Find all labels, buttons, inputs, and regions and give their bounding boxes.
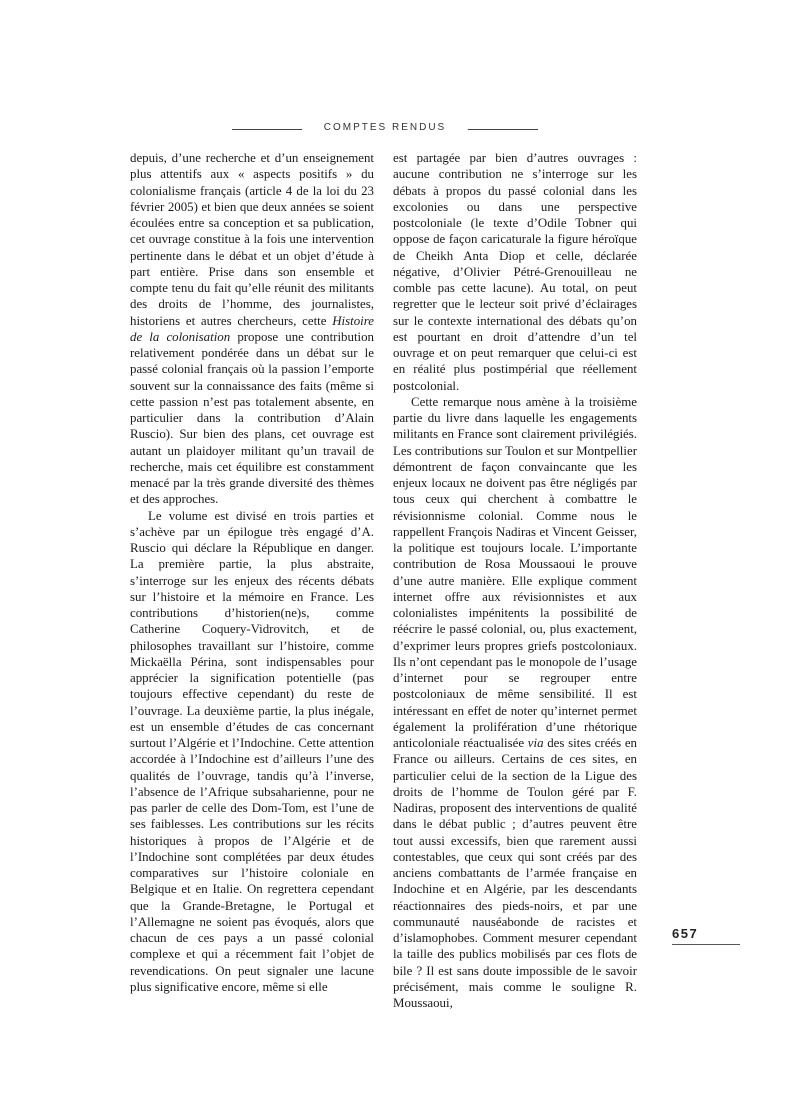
left-paragraph-2: Le volume est divisé en trois parties et s’achève par un épilogue très engagé d’A. Ruscio qui déclare la République en danger. La première partie, la plus abstraite, s’interroge sur les enjeux des récents débats sur l’histoire et la mémoire en France. Les contributions d’historien(ne)s, comme Catherine Coquery-Vidrovitch, et de philosophes travaillant sur l’histoire, comme Mickaëlla Périna, sont indispensables pour apprécier la signification potentielle (pas toujours effective cependant) du reste de l’ouvrage. La deuxième partie, la plus inégale, est un ensemble d’études de cas concernant surtout l’Algérie et l’Indochine. Cette attention accordée à l’Indochine est d’ailleurs l’une des qualités de l’ouvrage, tandis qu’à l’inverse, l’absence de l’Afrique subsaharienne, pour ne pas parler de celle des Dom-Tom, est l’une de ses faiblesses. Les contributions sur les récits historiques à propos de l’Algérie et de l’Indochine sont complétées par deux études comparatives sur l’histoire coloniale en Belgique et en Italie. On regrettera cependant que la Grande-Bretagne, le Portugal et l’Allemagne ne soient pas évoqués, alors que chacun de ces pays a un passé colonial complexe et qui a récemment fait l’objet de revendications. On peut signaler une lacune plus significative encore, même si elle [130,508,374,994]
running-header [0,122,800,136]
right-column [393,150,637,1011]
page-number: 657 [672,926,699,941]
header-rule-right [468,129,538,130]
book-title-italic: Histoire de la colonisation [130,313,374,344]
via-italic: via [527,736,544,750]
page-number-rule [672,944,740,945]
left-p1-rest: propose une contribution relativement pondérée dans un débat sur le passé colonial français où la passion l’emporte souvent sur la connaissance des faits (même si cette passion n’est pas totalement absente, en particulier dans la contribution d’Alain Ruscio). Sur bien des plans, cet ouvrage est autant un plaidoyer militant qu’un travail de recherche, mais cet équilibre est constamment menacé par la très grande diversité des thèmes et des approches. [130,329,374,507]
left-p1-text: depuis, d’une recherche et d’un enseignement plus attentifs aux « aspects positifs » du colonialisme français (article 4 de la loi du 23 février 2005) et bien que deux années se soient écoulées entre sa conception et sa publication, cet ouvrage constitue à la fois une intervention pertinente dans le débat et un objet d’étude à part entière. Prise dans son ensemble et compte tenu du fait qu’elle réunit des militants des droits de l’homme, des journalistes, historiens et autres chercheurs, cette [130,151,374,328]
right-p2-rest: des sites créés en France ou ailleurs. Certains de ces sites, en particulier celui de la section de la Ligue des droits de l’homme de Toulon géré par F. Nadiras, proposent des interventions de qualité dans le débat public ; d’autres peuvent être tout aussi excessifs, bien que rarement aussi contestables, que ceux qui sont créés par des anciens combattants de l’armée française en Indochine et en Algérie, par les descendants réactionnaires des pieds-noirs, et par une communauté nauséabonde de racistes et d’islamophobes. Comment mesurer cependant la taille des publics mobilisés par ces flots de bile ? Il est sans doute impossible de le savoir précisément, mais comme le souligne R. Moussaoui, [393,736,637,1010]
right-p2-text: Cette remarque nous amène à la troisième partie du livre dans laquelle les engagements militants en France sont clairement privilégiés. Les contributions sur Toulon et sur Montpellier démontrent de façon convaincante que les enjeux locaux ne doivent pas être négligés par tous ceux qui cherchent à combattre le révisionnisme colonial. Comme nous le rappellent François Nadiras et Vincent Geisser, la politique est toujours locale. L’importante contribution de Rosa Moussaoui le prouve d’une autre manière. Elle explique comment internet offre aux révisionnistes et aux colonialistes impénitents la possibilité de réécrire le passé colonial, ou, plus exactement, d’exprimer leurs propres griefs postcoloniaux. Ils n’ont cependant pas le monopole de l’usage d’internet pour se regrouper entre postcoloniaux de même sensibilité. Il est intéressant en effet de noter qu’internet permet également la prolifération d’une rhétorique anticoloniale réactualisée [393,394,637,750]
left-column [130,150,374,995]
header-title: COMPTES RENDUS [323,122,447,133]
right-paragraph-2 [393,394,637,1012]
left-paragraph-1 [130,150,374,508]
header-rule-left [232,129,302,130]
right-paragraph-1: est partagée par bien d’autres ouvrages : aucune contribution ne s’interroge sur les débats à propos du passé colonial dans les excolonies ou dans une perspective postcoloniale (le texte d’Odile Tobner qui oppose de façon caricaturale la figure héroïque de Cheikh Anta Diop et celle, déclarée négative, d’Olivier Pétré-Grenouilleau ne comble pas cette lacune). Au total, on peut regretter que le lecteur soit privé d’éclairages sur le contexte international des débats qu’on est pourtant en droit d’attendre d’un tel ouvrage et on peut remarquer que celui-ci est en réalité plus postimpérial que réellement postcolonial. [393,151,637,393]
